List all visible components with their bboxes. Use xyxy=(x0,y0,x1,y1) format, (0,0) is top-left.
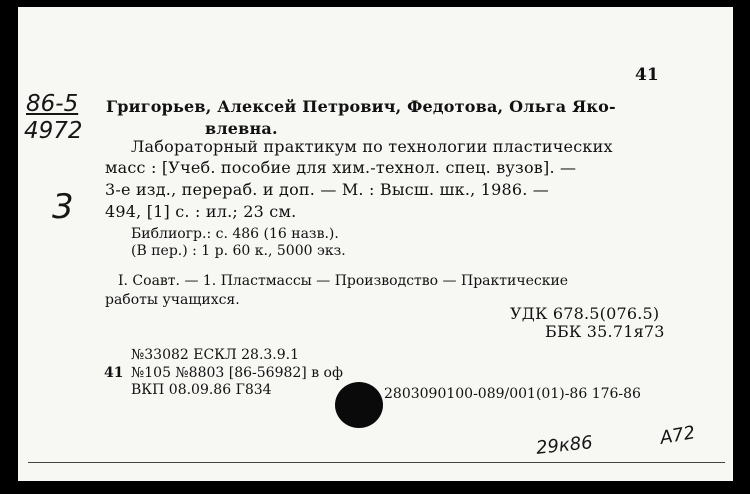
author-line-2: влевна. xyxy=(205,119,278,138)
footer-handwriting-1: 29к86 xyxy=(535,432,594,459)
code-line: 2803090100-089/001(01)-86 176-86 xyxy=(384,386,641,402)
call-number-bottom: 4972 xyxy=(24,118,83,144)
title-line-4: 494, [1] с. : ил.; 23 см. xyxy=(105,202,297,221)
record-line-3: ВКП 08.09.86 Г834 xyxy=(131,382,272,398)
handwritten-mark: 3 xyxy=(52,187,74,227)
bbk-code: ББК 35.71я73 xyxy=(545,322,665,341)
author-line-1: Григорьев, Алексей Петрович, Федотова, Ольга Яко- xyxy=(106,97,616,116)
title-line-3: 3-е изд., перераб. и доп. — М. : Высш. шк., 1986. — xyxy=(105,180,549,199)
subjects-line-2: работы учащихся. xyxy=(105,292,240,308)
record-line-1: №33082 ЕСКЛ 28.3.9.1 xyxy=(131,347,300,363)
subjects-line-1: I. Соавт. — 1. Пластмассы — Производство — Практические xyxy=(118,273,569,289)
udk-code: УДК 678.5(076.5) xyxy=(510,304,660,323)
record-prefix: 41 xyxy=(104,365,124,381)
card-bottom-rule xyxy=(28,462,725,463)
punch-hole xyxy=(335,382,383,428)
price-note: (В пер.) : 1 р. 60 к., 5000 экз. xyxy=(131,243,346,259)
call-number-top: 86-5 xyxy=(26,91,79,117)
page-number: 41 xyxy=(635,65,659,85)
record-line-2: №105 №8803 [86-56982] в оф xyxy=(131,365,343,381)
footer-handwriting-2: А72 xyxy=(658,422,697,449)
title-line-1: Лабораторный практикум по технологии пластических xyxy=(131,137,613,156)
title-line-2: масс : [Учеб. пособие для хим.-технол. спец. вузов]. — xyxy=(105,158,577,177)
bibliography-note: Библиогр.: с. 486 (16 назв.). xyxy=(131,226,339,242)
catalog-card xyxy=(18,7,733,481)
